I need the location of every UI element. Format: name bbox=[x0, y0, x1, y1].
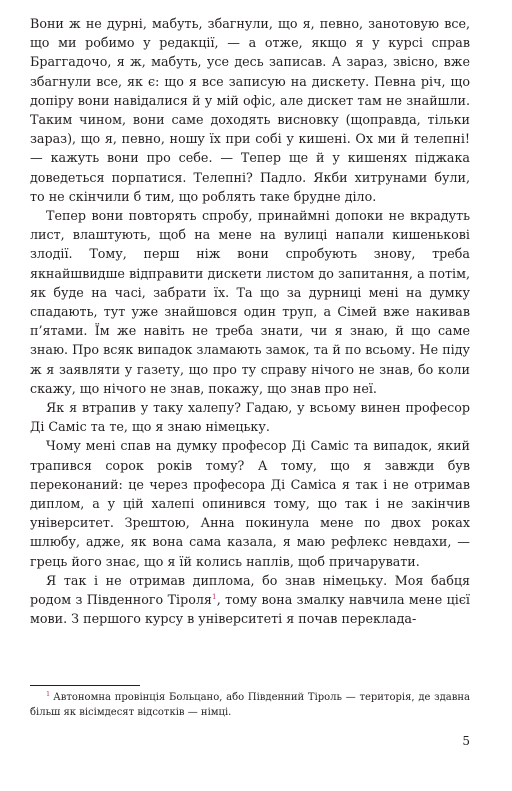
paragraph-2: Тепер вони повторять спробу, принаймні допоки не вкрадуть лист, влаштують, щоб на мене на вулиці напали кишенькові злодії. Тому, перш ніж вони спробують знову, треба якнайшвидше відправити дискети листом до запитання, а потім, як буде на часі, забрати їх. Та що за дурниці мені на думку спадають, тут уже знайшовся один труп, а Сімей вже накивав п’ятами. Їм же навіть не треба знати, чи я знаю, й що саме знаю. Про всяк випадок зламають замок, та й по всьому. Не піду ж я заявляти у газету, що про ту справу нічого не знав, бо коли скажу, що нічого не знав, покажу, що знав про неї. bbox=[30, 208, 470, 396]
paragraph-1: Вони ж не дурні, мабуть, збагнули, що я, певно, занотовую все, що ми робимо у редакції, — а отже, якщо я у курсі справ Браггадочо, я ж, мабуть, усе десь записав. А зараз, звісно, вже збагнули все, як є: що я все записую на дискету. Певна річ, що допіру вони навідалися й у мій офіс, але дискет там не знайшли. Таким чином, вони саме доходять висновку (щоправда, тільки зараз), що я, певно, ношу їх при собі у кишені. Ох ми й телепні! — кажуть вони про себе. — Тепер ще й у кишенях піджака доведеться порпатися. Телепні? Падло. Якби хитрунами були, то не скінчили б тим, що роблять таке брудне діло. bbox=[30, 16, 470, 204]
page-body bbox=[30, 14, 470, 629]
footnote bbox=[30, 690, 470, 720]
paragraph-5-after: , тому вона змалку навчила мене цієї мови. З першого курсу в університеті я почав переклада- bbox=[30, 592, 470, 627]
paragraph-3: Як я втрапив у таку халепу? Гадаю, у всьому винен професор Ді Саміс та те, що я знаю німецьку. bbox=[30, 400, 470, 435]
page-number: 5 bbox=[462, 734, 470, 748]
footnote-reference[interactable]: 1 bbox=[211, 591, 217, 601]
paragraph-5-before: Я так і не отримав диплома, бо знав німецьку. Моя бабця родом з Південного Тіроля bbox=[30, 572, 470, 608]
footnote-mark: 1 bbox=[46, 689, 51, 698]
paragraph-4: Чому мені спав на думку професор Ді Саміс та випадок, який трапився сорок років тому? А тому, що я завжди був переконаний: це через професора Ді Саміса я так і не отримав диплом, а у цій халепі опинився тому, що так і не закінчив університет. Зрештою, Анна покинула мене по двох роках шлюбу, адже, як вона сама казала, я маю рефлекс невдахи, — грець його знає, що я їй колись наплів, щоб причарувати. bbox=[30, 438, 470, 569]
footnote-text: Автономна провінція Больцано, або Південний Тіроль — територія, де здавна більш як вісімдесят відсотків — німці. bbox=[30, 692, 470, 718]
paragraph-5 bbox=[30, 571, 470, 629]
footnote-divider bbox=[30, 685, 140, 686]
